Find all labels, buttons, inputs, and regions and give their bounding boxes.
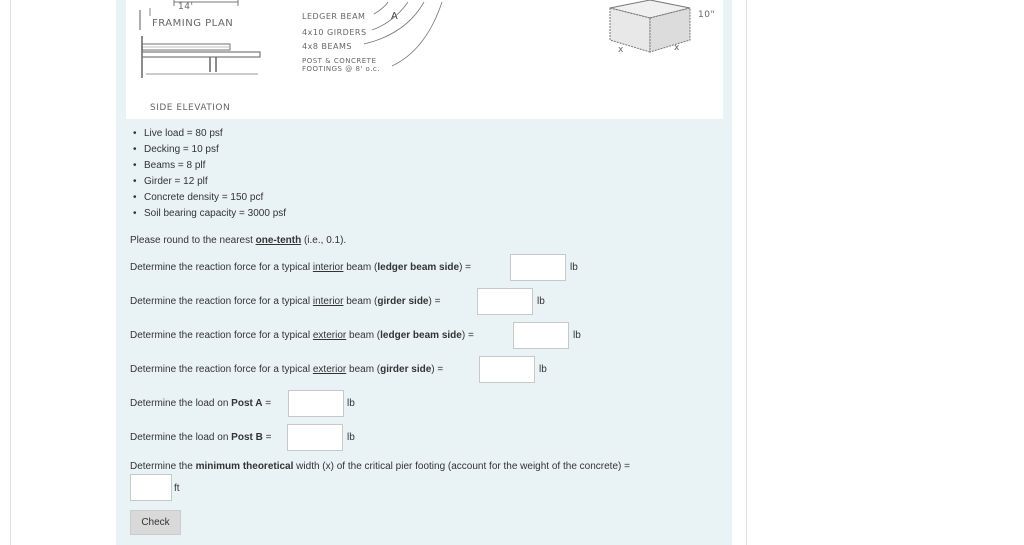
given-decking: • Decking = 10 psf — [130, 142, 286, 158]
unit-lb: lb — [573, 330, 581, 341]
question-post-b: Determine the load on Post B = — [130, 432, 272, 443]
unit-lb: lb — [347, 398, 355, 409]
answer-interior-ledger-input[interactable] — [510, 254, 566, 281]
page-left-border — [10, 0, 11, 545]
given-beams: • Beams = 8 plf — [130, 158, 286, 174]
given-soil-bearing: • Soil bearing capacity = 3000 psf — [130, 206, 286, 222]
answer-post-b-input[interactable] — [287, 424, 343, 451]
ledger-beam-callout: LEDGER BEAM — [302, 12, 366, 21]
answer-post-a-input[interactable] — [288, 390, 344, 417]
side-elevation-sketch — [142, 36, 260, 113]
given-concrete-density: • Concrete density = 150 pcf — [130, 190, 286, 206]
question-exterior-ledger: Determine the reaction force for a typical exterior beam (ledger beam side) = — [130, 330, 474, 341]
given-girder: • Girder = 12 plf — [130, 174, 286, 190]
unit-lb: lb — [570, 262, 578, 273]
post-footing-callout-line2: FOOTINGS @ 8' o.c. — [302, 65, 381, 73]
framing-plan-label: FRAMING PLAN — [152, 18, 234, 29]
problem-figure — [126, 0, 723, 119]
unit-ft: ft — [174, 483, 180, 494]
rounding-emphasis: one-tenth — [255, 235, 302, 246]
answer-interior-girder-input[interactable] — [477, 288, 533, 315]
question-footing-width: Determine the minimum theoretical width (x) of the critical pier footing (account for the weight of the concrete) = — [130, 461, 630, 472]
question-interior-ledger: Determine the reaction force for a typical interior beam (ledger beam side) = — [130, 262, 472, 273]
unit-lb: lb — [537, 296, 545, 307]
answer-footing-width-input[interactable] — [130, 474, 172, 501]
footing-depth-label: 10" — [698, 10, 716, 20]
footing-length-label-x: x — [674, 43, 680, 53]
given-live-load: • Live load = 80 psf — [130, 126, 286, 142]
post-footing-callout-line1: POST & CONCRETE — [302, 57, 377, 65]
framing-plan-sketch — [140, 0, 238, 30]
deck-drawing — [126, 0, 723, 119]
answer-exterior-ledger-input[interactable] — [513, 322, 569, 349]
girders-callout: 4x10 GIRDERS — [302, 28, 367, 37]
unit-lb: lb — [347, 432, 355, 443]
unit-lb: lb — [539, 364, 547, 375]
footing-width-label-x: x — [618, 45, 624, 55]
pier-footing-sketch — [610, 0, 715, 55]
point-a-callout: A — [391, 11, 398, 22]
span-dimension-label: 14' — [178, 2, 194, 12]
question-interior-girder: Determine the reaction force for a typical interior beam (girder side) = — [130, 296, 441, 307]
question-exterior-girder: Determine the reaction force for a typical exterior beam (girder side) = — [130, 364, 444, 375]
answer-exterior-girder-input[interactable] — [479, 356, 535, 383]
given-values-list — [130, 126, 286, 222]
check-button[interactable]: Check — [130, 510, 181, 535]
page-right-border — [746, 0, 747, 545]
side-elevation-label: SIDE ELEVATION — [150, 103, 231, 113]
beams-callout: 4x8 BEAMS — [302, 42, 352, 51]
rounding-instruction: Please round to the nearest one-tenth (i.e., 0.1). — [130, 235, 347, 246]
question-post-a: Determine the load on Post A = — [130, 398, 272, 409]
callout-labels — [302, 2, 442, 73]
